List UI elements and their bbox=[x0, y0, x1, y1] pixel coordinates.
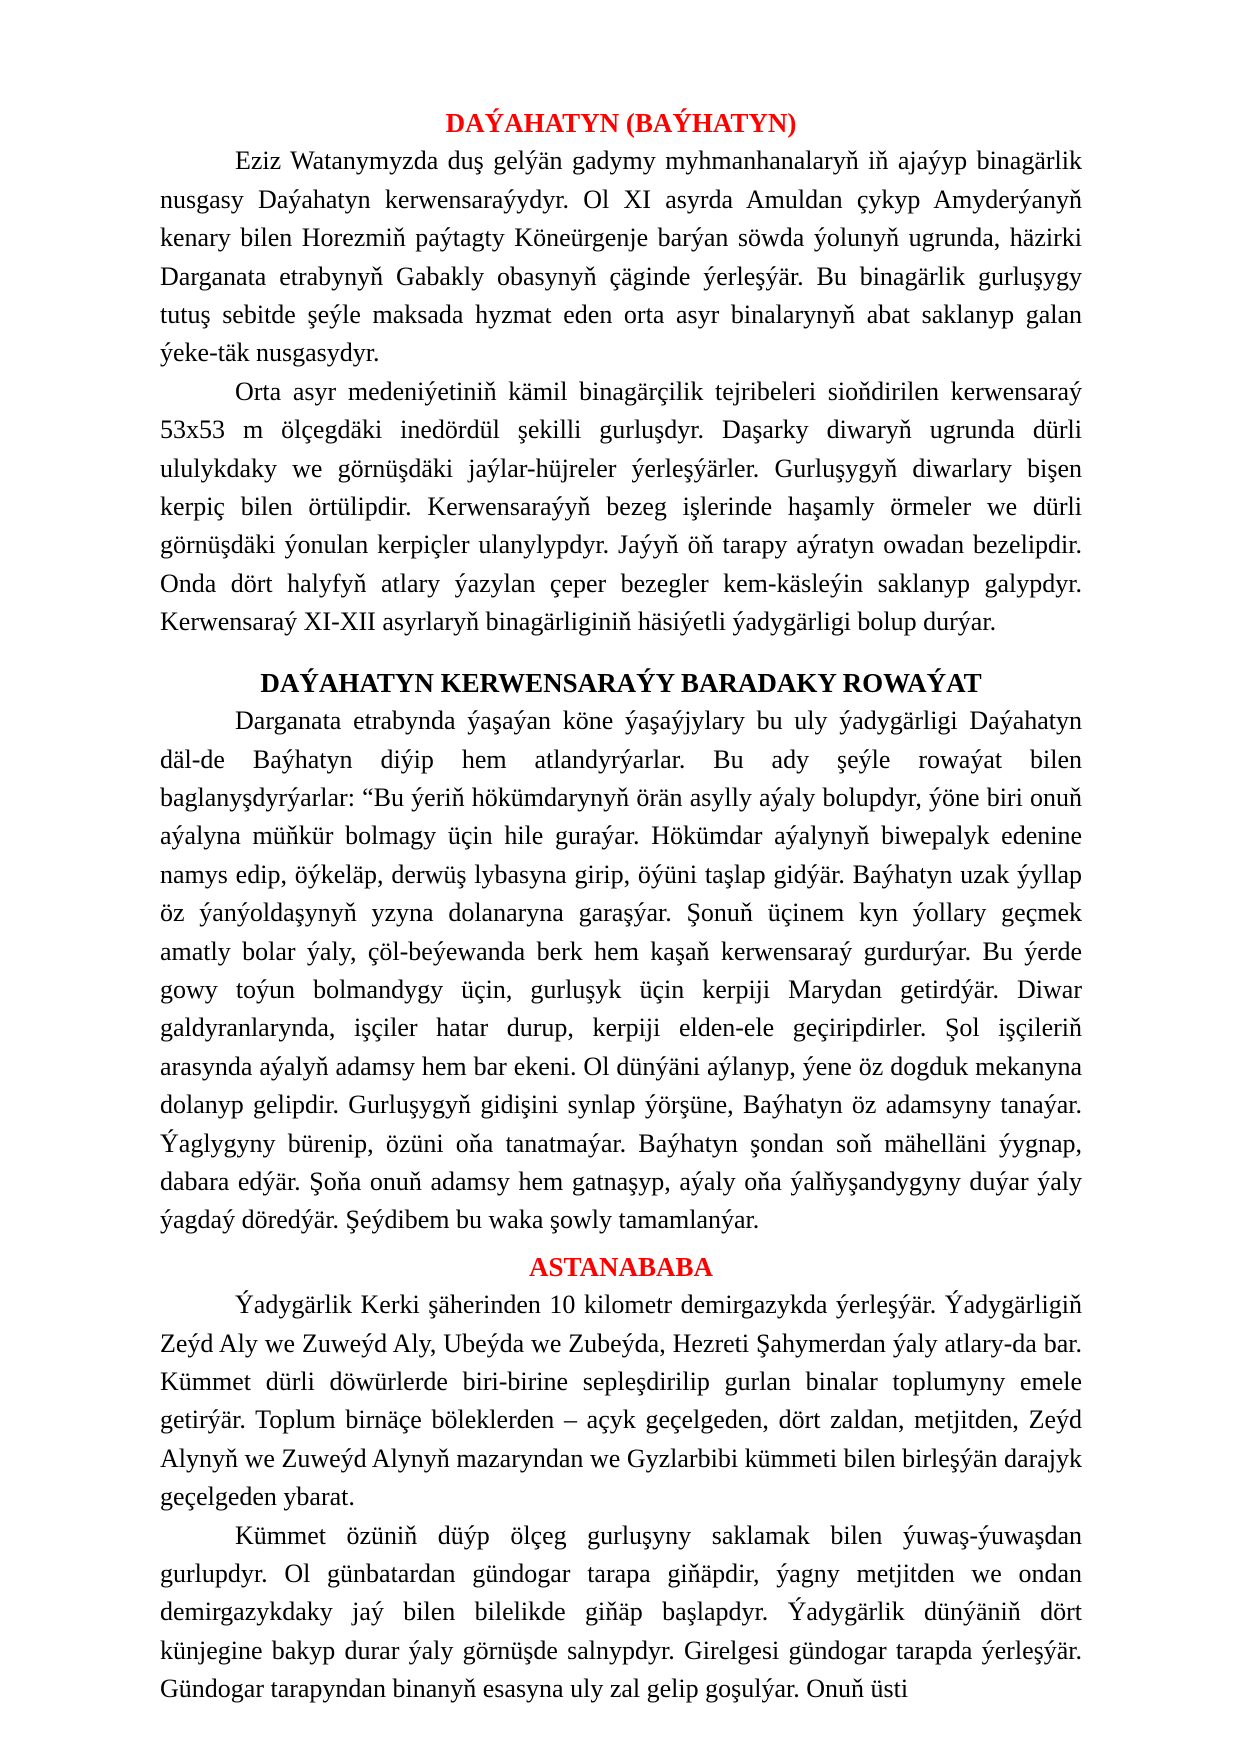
paragraph-rowayat-legend: Darganata etrabynda ýaşaýan köne ýaşaýjylary bu uly ýadygärligi Daýahatyn däl-de Baýhatyn diýip hem atlandyrýarlar. Bu ady şeýle rowaýat bilen baglanyşdyrýarlar: “Bu ýeriň hökümdarynyň örän asylly aýaly bolupdyr, ýöne biri onuň aýalyna müňkür bolmagy üçin hile guraýar. Hökümdar aýalynyň biwepalyk edenine namys edip, öýkeläp, derwüş lybasyna girip, öýüni taşlap gidýär. Baýhatyn uzak ýyllap öz ýanýoldaşynyň yzyna dolanaryna garaşýar. Şonuň üçinem kyn ýollary geçmek amatly bolar ýaly, çöl-beýewanda berk hem kaşaň kerwensaraý gurdurýar. Bu ýerde gowy toýun bolmandygy üçin, gurluşyk üçin kerpiji Marydan getirdýär. Diwar galdyranlarynda, işçiler hatar durup, kerpiji elden-ele geçiripdirler. Şol işçileriň arasynda aýalyň adamsy hem bar ekeni. Ol dünýäni aýlanyp, ýene öz dogduk mekanyna dolanyp gelipdir. Gurluşygyň gidişini synlap ýörşüne, Baýhatyn öz adamsyny tanaýar. Ýaglygyny bürenip, özüni oňa tanatmaýar. Baýhatyn şondan soň mähelläni ýygnap, dabara edýär. Şoňa onuň adamsy hem gatnaşyp, aýaly oňa ýalňyşandygyny duýar ýaly ýagdaý döredýär. Şeýdibem bu waka şowly tamamlanýar. bbox=[160, 706, 1082, 1235]
section-heading-dayahatyn: DAÝAHATYN (BAÝHATYN) bbox=[445, 108, 797, 138]
section-heading-astanababa: ASTANABABA bbox=[528, 1251, 714, 1282]
paragraph-dayahatyn-architecture: Orta asyr medeniýetiniň kämil binagärçilik tejribeleri sioňdirilen kerwensaraý 53x53 m ölçegdäki inedördül şekilli gurluşdyr. Daşarky diwaryň ugrunda dürli ululykdaky we görnüşdäki jaýlar-hüjreler ýerleşýärler. Gurluşygyň diwarlary bişen kerpiç bilen örtülipdir. Kerwensaraýyň bezeg işlerinde haşamly örmeler we dürli görnüşdäki ýonulan kerpiçler ulanylypdyr. Jaýyň öň tarapy aýratyn owadan bezelipdir. Onda dört halyfyň atlary ýazylan çeper bezegler kem-käsleýin saklanyp galypdyr. Kerwensaraý XI-XII asyrlaryň binagärliginiň häsiýetli ýadygärligi bolup durýar. bbox=[160, 376, 1082, 637]
paragraph-astanababa-intro: Ýadygärlik Kerki şäherinden 10 kilometr demirgazykda ýerleşýär. Ýadygärligiň Zeýd Aly we Zuweýd Aly, Ubeýda we Zubeýda, Hezreti Şahymerdan ýaly atlary-da bar. Kümmet dürli döwürlerde biri-birine sepleşdirilip gurlan binalar toplumyny emele getirýär. Toplum birnäçe böleklerden – açyk geçelgeden, dört zaldan, metjitden, Zeýd Alynyň we Zuweýd Alynyň mazaryndan we Gyzlarbibi kümmeti bilen birleşýän darajyk geçelgeden ybarat. bbox=[160, 1290, 1082, 1512]
section-heading-rowayat: DAÝAHATYN KERWENSARAÝY BARADAKY ROWAÝAT bbox=[260, 667, 982, 698]
paragraph-astanababa-structure: Kümmet özüniň düýp ölçeg gurluşyny saklamak bilen ýuwaş-ýuwaşdan gurlupdyr. Ol günbatardan gündogar tarapa giňäpdir, ýagny metjitden we ondan demirgazykdaky jaý bilen bilelikde giňäp başlapdyr. Ýadygärlik dünýäniň dört künjegine bakyp durar ýaly görnüşde salnypdyr. Girelgesi gündogar tarapda ýerleşýär. Gündogar tarapyndan binanyň esasyna uly zal gelip goşulýar. Onuň üsti bbox=[160, 1520, 1082, 1704]
paragraph-dayahatyn-intro: Eziz Watanymyzda duş gelýän gadymy myhmanhanalaryň iň ajaýyp binagärlik nusgasy Daýahatyn kerwensaraýydyr. Ol XI asyrda Amuldan çykyp Amyderýanyň kenary bilen Horezmiň paýtagty Köneürgenje barýan söwda ýolunyň ugrunda, häzirki Darganata etrabynyň Gabakly obasynyň çäginde ýerleşýär. Bu binagärlik gurluşygy tutuş sebitde şeýle maksada hyzmat eden orta asyr binalarynyň abat saklanyp galan ýeke-täk nusgasydyr. bbox=[160, 146, 1082, 368]
